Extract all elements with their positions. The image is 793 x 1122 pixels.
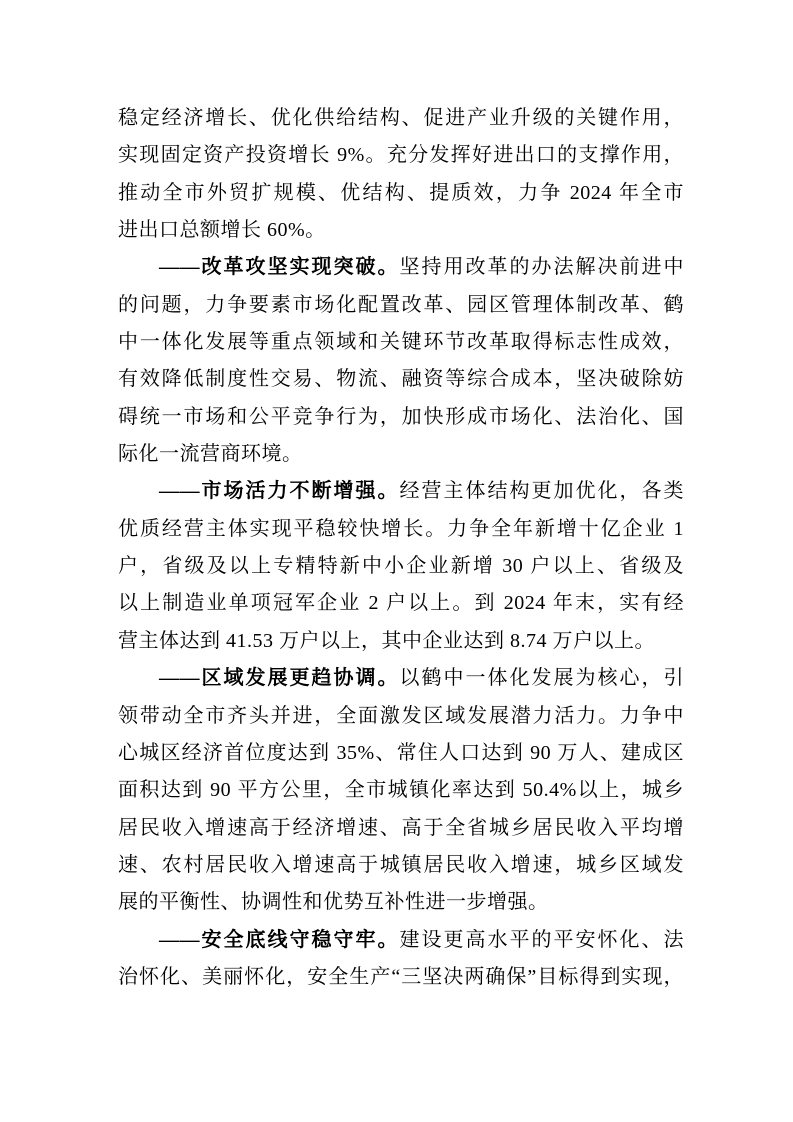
text-line: 心城区经济首位度达到 35%、常住人口达到 90 万人、建成区 — [118, 741, 684, 764]
text-line — [118, 249, 684, 286]
text-line: 治怀化、美丽怀化，安全生产“三坚决两确保”目标得到实现， — [118, 965, 684, 988]
text-line: 有效降低制度性交易、物流、融资等综合成本，坚决破除妨 — [118, 368, 684, 391]
text-line: 居民收入增速高于经济增速、高于全省城乡居民收入平均增 — [118, 816, 684, 839]
document-body — [118, 100, 684, 996]
paragraph-lead-emphasis: ——市场活力不断增强。 — [159, 480, 400, 503]
paragraph-lead-emphasis: ——改革攻坚实现突破。 — [159, 256, 400, 279]
text-line — [118, 922, 684, 959]
text-line: 稳定经济增长、优化供给结构、促进产业升级的关键作用， — [118, 107, 684, 129]
text-line: 推动全市外贸扩规模、优结构、提质效，力争 2024 年全市 — [118, 181, 684, 204]
text-line — [118, 473, 684, 510]
text-line: 户，省级及以上专精特新中小企业新增 30 户以上、省级及 — [118, 555, 684, 578]
text-line: 际化一流营商环境。 — [118, 443, 303, 466]
line-text: 坚持用改革的办法解决前进中 — [399, 256, 684, 279]
text-line: 展的平衡性、协调性和优势互补性进一步增强。 — [118, 891, 549, 914]
paragraph — [118, 100, 684, 249]
text-line: 优质经营主体实现平稳较快增长。力争全年新增十亿企业 1 — [118, 517, 684, 540]
text-line: 面积达到 90 平方公里，全市城镇化率达到 50.4%以上，城乡 — [118, 779, 684, 802]
paragraph-lead-emphasis: ——安全底线守稳守牢。 — [159, 928, 400, 951]
paragraph — [118, 660, 684, 921]
paragraph — [118, 473, 684, 660]
text-line — [118, 660, 684, 697]
line-text: 以鹤中一体化发展为核心，引 — [399, 667, 684, 690]
line-text: 建设更高水平的平安怀化、法 — [399, 928, 684, 951]
text-line: 碍统一市场和公平竞争行为，加快形成市场化、法治化、国 — [118, 405, 684, 428]
text-line: 实现固定资产投资增长 9%。充分发挥好进出口的支撑作用， — [118, 144, 684, 167]
text-line: 速、农村居民收入增速高于城镇居民收入增速，城乡区域发 — [118, 853, 684, 876]
text-line: 中一体化发展等重点领域和关键环节改革取得标志性成效， — [118, 331, 684, 354]
paragraph-lead-emphasis: ——区域发展更趋协调。 — [159, 667, 400, 690]
line-text: 经营主体结构更加优化，各类 — [399, 480, 684, 503]
text-line: 营主体达到 41.53 万户以上，其中企业达到 8.74 万户以上。 — [118, 629, 655, 652]
text-line: 领带动全市齐头并进，全面激发区域发展潜力活力。力争中 — [118, 704, 684, 727]
text-line: 进出口总额增长 60%。 — [118, 219, 326, 242]
paragraph — [118, 249, 684, 473]
text-line: 的问题，力争要素市场化配置改革、园区管理体制改革、鹤 — [118, 293, 684, 316]
paragraph — [118, 922, 684, 997]
text-line: 以上制造业单项冠军企业 2 户以上。到 2024 年末，实有经 — [118, 592, 684, 615]
